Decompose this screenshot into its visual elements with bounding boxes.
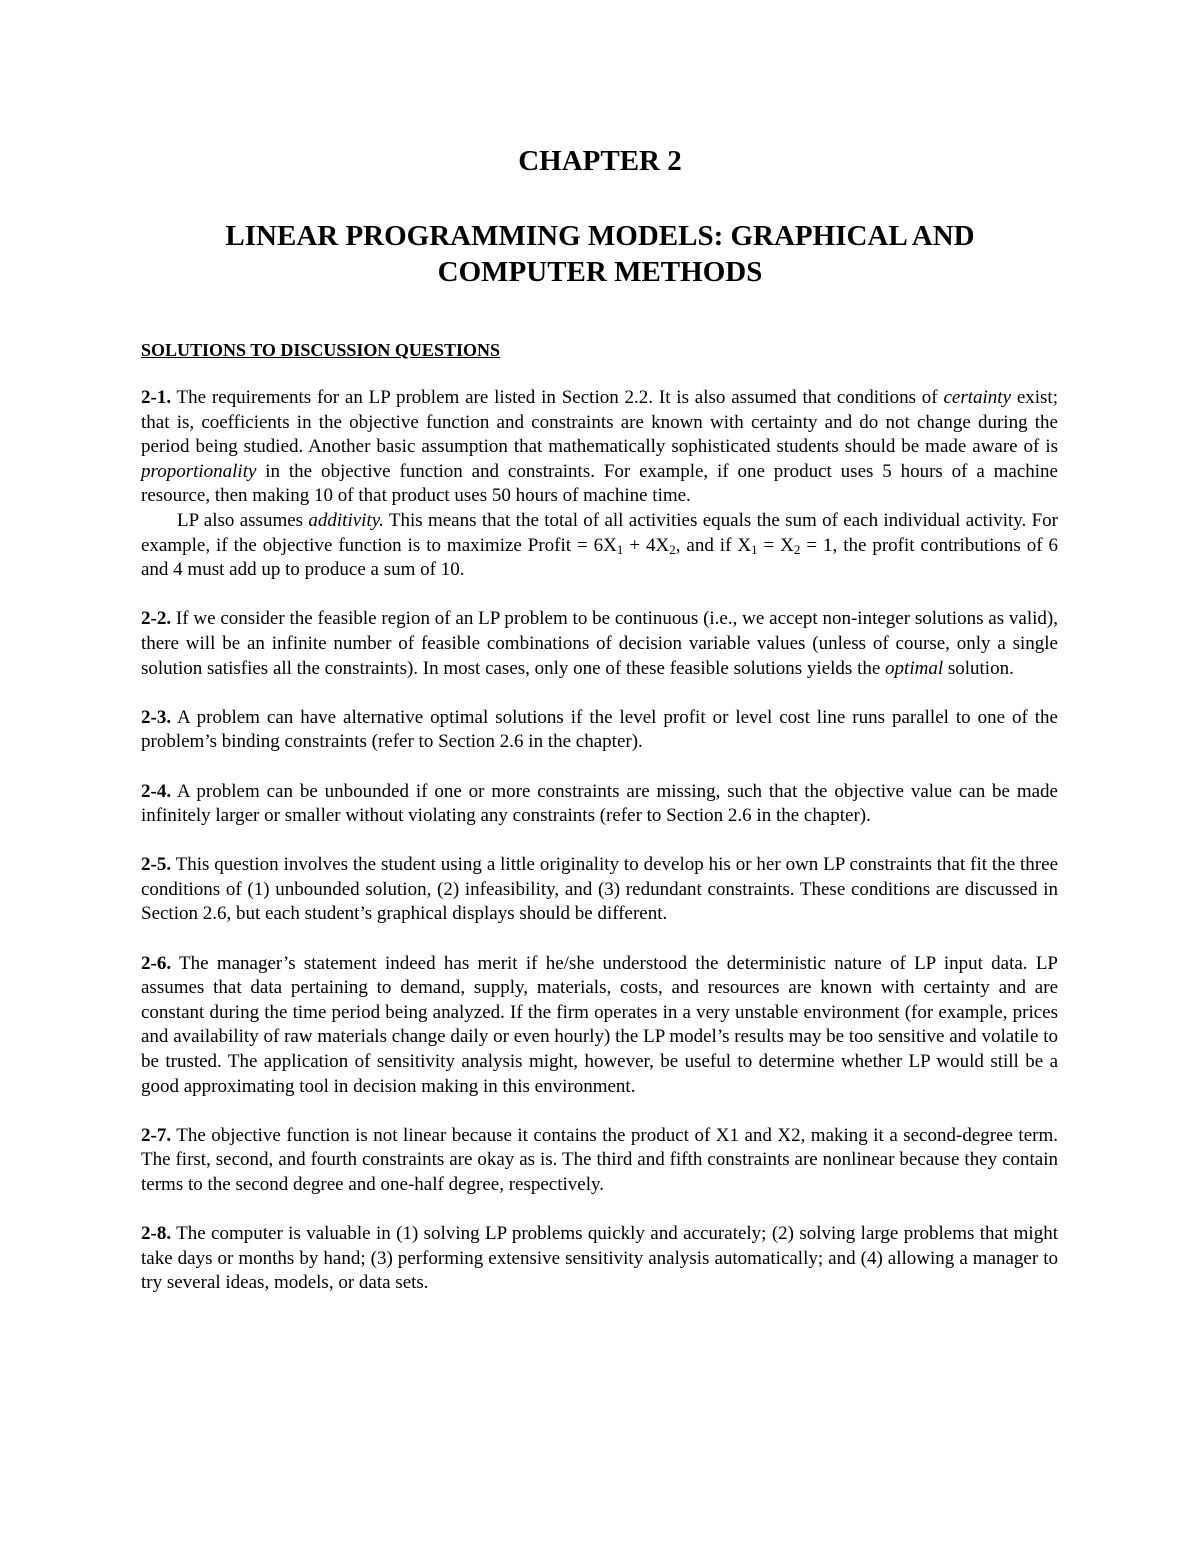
- emphasis-text: additivity.: [308, 509, 384, 531]
- answer-number: 2-3.: [141, 706, 172, 728]
- answer-number: 2-6.: [141, 952, 172, 974]
- document-body: [141, 386, 1058, 1321]
- answer-text: in the objective function and constraints. For example, if one product uses 5 hours of a machine resource, then making 10 of that product uses 50 hours of machine time.: [141, 460, 1058, 507]
- answer-text: , and if X: [675, 534, 752, 556]
- answer-text: LP also assumes: [177, 509, 309, 531]
- answer-text: The manager’s statement indeed has merit if he/she understood the deterministic nature of LP input data. LP assumes that data pertaining to demand, supply, materials, costs, and resources are known with certainty and are constant during the time period being analyzed. If the firm operates in a very unstable environment (for example, prices and availability of raw materials change daily or even hourly) the LP model’s results may be too sensitive and volatile to be trusted. The application of sensitivity analysis might, however, be useful to determine whether LP would still be a good approximating tool in decision making in this environment.: [141, 952, 1058, 1097]
- answer-number: 2-8.: [141, 1223, 172, 1245]
- answer-2-6: [141, 952, 1058, 1100]
- emphasis-text: certainty: [943, 387, 1011, 408]
- chapter-main-title-line-1: LINEAR PROGRAMMING MODELS: GRAPHICAL AND: [225, 220, 975, 252]
- answer-number: 2-2.: [141, 608, 172, 630]
- answer-text: exist; that is, coefficients in the objective function and constraints are known with certainty and do not change during the period being studied. Another basic assumption that mathematically sophisticated students should be made aware of is: [141, 387, 1058, 458]
- answer-2-4: [141, 780, 1058, 829]
- subscript: 2: [793, 541, 801, 557]
- answer-number: 2-7.: [141, 1124, 172, 1146]
- chapter-title: CHAPTER 2: [518, 145, 682, 177]
- answer-number: 2-1.: [141, 387, 172, 408]
- section-heading: SOLUTIONS TO DISCUSSION QUESTIONS: [141, 340, 500, 360]
- answer-text: = 1, the profit contributions of 6 and 4 must add up to produce a sum of 10.: [141, 534, 1058, 581]
- answer-text: The objective function is not linear because it contains the product of X1 and X2, making it a second-degree term. The first, second, and fourth constraints are okay as is. The third and fifth constraints are nonlinear because they contain terms to the second degree and one-half degree, respectively.: [141, 1124, 1058, 1195]
- answer-text: The computer is valuable in (1) solving LP problems quickly and accurately; (2) solving large problems that might take days or months by hand; (3) performing extensive sensitivity analysis automatically; and (4) allowing a manager to try several ideas, models, or data sets.: [141, 1223, 1058, 1294]
- answer-text: The requirements for an LP problem are listed in Section 2.2. It is also assumed that conditions of: [171, 387, 944, 408]
- subscript: 2: [669, 541, 676, 557]
- emphasis-text: optimal: [885, 657, 944, 679]
- answer-text: This question involves the student using a little originality to develop his or her own LP constraints that fit the three conditions of (1) unbounded solution, (2) infeasibility, and (3) redundant constraints. These conditions are discussed in Section 2.6, but each student’s graphical displays should be different.: [141, 854, 1058, 925]
- answer-2-1: [141, 386, 1058, 509]
- answer-2-7: [141, 1124, 1058, 1198]
- answer-2-3: [141, 706, 1058, 755]
- subscript: 1: [616, 541, 624, 557]
- answer-text: solution.: [943, 657, 1014, 679]
- answer-text: If we consider the feasible region of an LP problem to be continuous (i.e., we accept non-integer solutions as valid), there will be an infinite number of feasible combinations of decision variable values (unless of course, only a single solution satisfies all the constraints). In most cases, only one of these feasible solutions yields the: [141, 608, 1058, 679]
- chapter-main-title: [0, 218, 1200, 290]
- answer-number: 2-4.: [141, 780, 172, 802]
- answer-text: This means that the total of all activities equals the sum of each individual activity. For example, if the objective function is to maximize Profit = 6X: [141, 509, 1059, 556]
- answer-number: 2-5.: [141, 854, 172, 876]
- answer-text: = X: [757, 534, 794, 556]
- subscript: 1: [751, 541, 758, 557]
- answer-text: A problem can be unbounded if one or more constraints are missing, such that the objective value can be made infinitely larger or smaller without violating any constraints (refer to Section 2.6 in the chapter).: [141, 780, 1058, 827]
- chapter-main-title-line-2: COMPUTER METHODS: [437, 256, 763, 288]
- answer-text: A problem can have alternative optimal solutions if the level profit or level cost line runs parallel to one of the problem’s binding constraints (refer to Section 2.6 in the chapter).: [141, 706, 1058, 753]
- answer-2-8: [141, 1222, 1058, 1296]
- answer-2-1-continued: [141, 509, 1058, 583]
- answer-text: + 4X: [623, 534, 670, 556]
- answer-2-2: [141, 607, 1058, 681]
- emphasis-text: proportionality: [141, 460, 257, 482]
- answer-2-5: [141, 853, 1058, 927]
